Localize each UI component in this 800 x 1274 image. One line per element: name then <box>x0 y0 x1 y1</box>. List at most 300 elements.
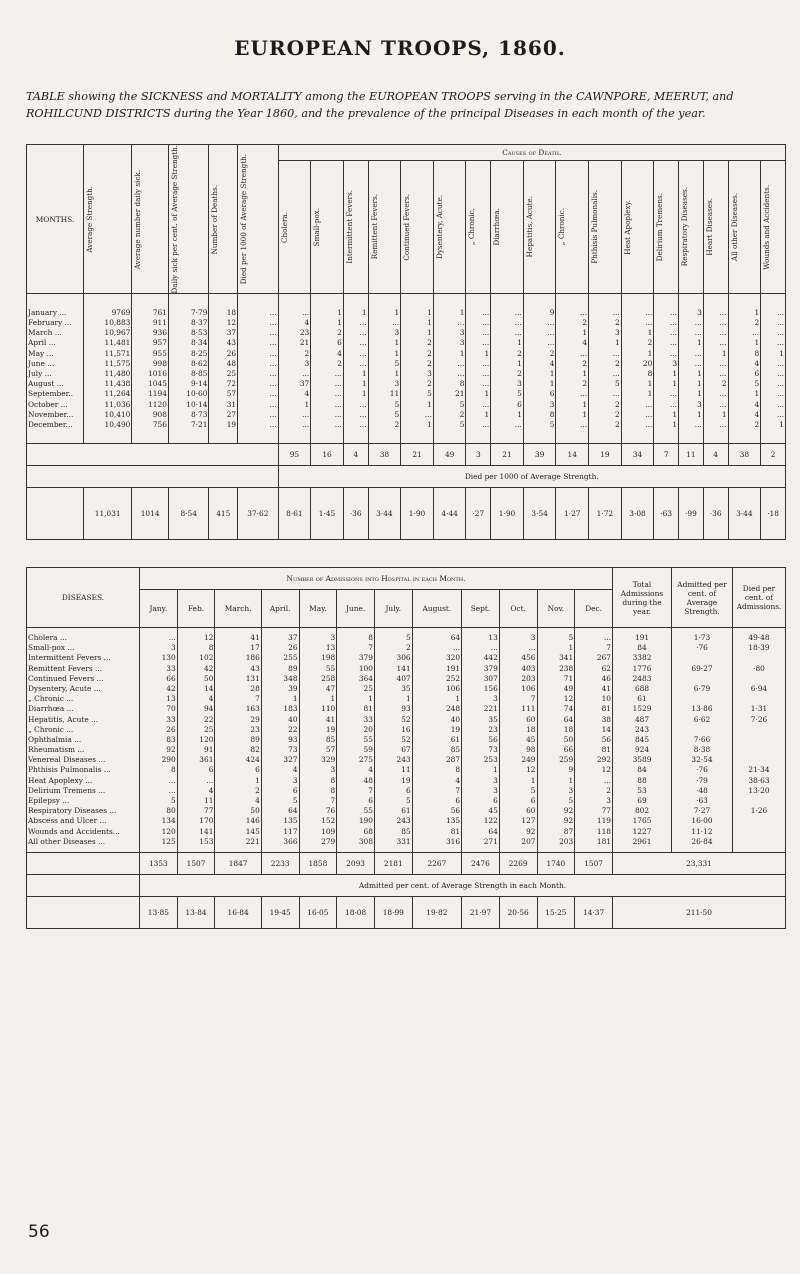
cause-header <box>621 160 654 294</box>
month-admitted-pct: 211·50 <box>613 897 786 929</box>
admitted-pct <box>673 653 731 663</box>
admission-count: 3 <box>330 633 336 643</box>
admission-count: 29 <box>250 714 260 724</box>
data-cell: ... <box>334 409 342 419</box>
died-pct <box>734 674 784 684</box>
admission-count: 119 <box>596 816 611 826</box>
data-cell: 4 <box>754 409 760 419</box>
month-total: 1847 <box>215 853 261 875</box>
total-admissions: 243 <box>634 724 650 734</box>
admission-count: 152 <box>321 816 336 826</box>
data-cell: 911 <box>152 318 167 328</box>
data-cell: 1 <box>647 328 653 338</box>
admission-count: 61 <box>450 734 461 744</box>
admission-count: 25 <box>204 724 214 734</box>
month-label: December... <box>28 419 73 429</box>
month-label: September.. <box>28 389 74 399</box>
admission-count: 320 <box>445 653 461 663</box>
admission-count: 4 <box>455 775 461 785</box>
data-cell: ... <box>482 399 490 409</box>
data-cell: 2 <box>304 348 310 358</box>
data-cell: 37 <box>226 328 237 338</box>
hdr-died-per-1000: Died per 1000 of Average Strength. <box>238 145 279 294</box>
admission-count: 18 <box>563 724 574 734</box>
data-cell: 1 <box>427 419 432 429</box>
admission-count: 1 <box>368 694 373 704</box>
cause-total: 21 <box>401 444 434 466</box>
month-label: May ... <box>28 348 54 358</box>
total-admissions: 1776 <box>632 663 652 673</box>
admission-count: 47 <box>325 683 336 693</box>
month-header: June. <box>337 590 375 628</box>
total-admissions: 3589 <box>632 755 652 765</box>
data-cell: ... <box>612 368 620 378</box>
data-column <box>679 294 704 444</box>
admitted-pct: ·76 <box>696 643 708 653</box>
data-cell: 11 <box>389 389 400 399</box>
admission-count: 111 <box>521 704 536 714</box>
total-admissions: 2483 <box>632 673 652 683</box>
admission-count: 5 <box>530 785 536 795</box>
data-cell: 1 <box>337 307 342 317</box>
admission-count: 424 <box>245 755 260 765</box>
admission-count: 12 <box>526 765 536 775</box>
admission-count: 135 <box>445 816 461 826</box>
admission-count: 49 <box>563 683 574 693</box>
data-cell: 10,490 <box>104 419 131 429</box>
admission-count: ... <box>168 775 176 785</box>
month-total: 2269 <box>499 853 537 875</box>
data-cell: 3 <box>459 328 465 338</box>
data-cell: 1 <box>394 348 400 358</box>
admission-count: 19 <box>325 724 336 734</box>
admission-count: 3 <box>606 796 611 806</box>
total-admissions: 3382 <box>632 653 652 663</box>
data-cell: 1 <box>549 368 555 378</box>
data-cell: 1 <box>361 368 367 378</box>
admission-count: 7 <box>368 785 373 795</box>
admission-count: 290 <box>161 755 176 765</box>
admission-count: 190 <box>358 816 373 826</box>
month-admitted-pct: 20·56 <box>499 897 537 929</box>
data-cell: ... <box>694 318 702 328</box>
disease-label: Respiratory Diseases ... <box>28 806 117 816</box>
data-cell: 23 <box>299 328 310 338</box>
admitted-label-blank <box>27 875 140 897</box>
admission-count: 39 <box>288 683 298 693</box>
cause-header <box>278 160 311 294</box>
admission-count: 66 <box>563 745 574 755</box>
cause-header <box>654 160 679 294</box>
data-cell: ... <box>359 399 367 409</box>
admission-count: 35 <box>488 714 498 724</box>
data-cell: 1 <box>647 348 653 358</box>
data-cell: 11,571 <box>104 348 131 358</box>
admission-count: 3 <box>530 633 536 643</box>
data-cell: 5 <box>459 419 465 429</box>
total-admissions: 53 <box>637 785 647 795</box>
month-header: Jany. <box>140 590 178 628</box>
admission-count: 6 <box>493 796 498 806</box>
data-cell: ... <box>719 318 727 328</box>
data-cell: 2 <box>427 338 432 348</box>
data-cell: ... <box>694 419 702 429</box>
admission-count: 71 <box>563 673 574 683</box>
admission-count: ... <box>453 643 461 653</box>
month-label: August ... <box>28 379 64 389</box>
admission-count: 19 <box>401 775 411 785</box>
data-cell: 8·34 <box>190 338 208 348</box>
data-column <box>703 294 728 444</box>
cause-total: 19 <box>589 444 622 466</box>
data-cell: 1 <box>484 389 490 399</box>
data-cell: ... <box>482 368 490 378</box>
month-total: 2093 <box>337 853 375 875</box>
data-cell: 1 <box>697 338 702 348</box>
cause-total: 3 <box>466 444 491 466</box>
month-admitted-pct: 16·84 <box>215 897 261 929</box>
data-cell: ... <box>547 338 555 348</box>
admission-count: 1 <box>568 775 574 785</box>
cause-total: 95 <box>278 444 311 466</box>
total-admissions: 88 <box>637 775 647 785</box>
admission-count: 6 <box>292 785 298 795</box>
data-cell: ... <box>669 348 678 358</box>
per-1000-value: 3·08 <box>621 488 654 540</box>
month-total: 2181 <box>374 853 412 875</box>
data-cell: 2 <box>614 409 620 419</box>
admission-count: 93 <box>401 704 411 714</box>
data-cell: 3 <box>394 328 400 338</box>
data-cell: 1 <box>484 348 490 358</box>
data-cell: 8·53 <box>190 328 208 338</box>
data-cell: ... <box>580 389 588 399</box>
data-cell: 6 <box>754 368 760 378</box>
admission-count: 42 <box>204 663 214 673</box>
admitted-pct <box>673 674 731 684</box>
month-column <box>462 628 500 853</box>
data-cell: ... <box>612 307 620 317</box>
cause-header <box>401 160 434 294</box>
admission-count: 1 <box>530 775 536 785</box>
data-cell: 1 <box>647 379 653 389</box>
admission-count: 1 <box>292 694 298 704</box>
admission-count: 73 <box>488 745 498 755</box>
data-cell: 5 <box>394 358 400 368</box>
total-admissions: 191 <box>634 633 650 643</box>
died-pct: 49·48 <box>748 633 770 643</box>
admission-count: 153 <box>199 836 214 846</box>
data-cell: ... <box>269 358 277 368</box>
admission-count: 127 <box>521 816 536 826</box>
total-admissions: 845 <box>634 734 650 744</box>
data-cell: 1 <box>394 338 400 348</box>
data-cell: 3 <box>549 399 555 409</box>
data-cell: 761 <box>152 307 167 317</box>
data-cell: ... <box>669 307 678 317</box>
data-cell: 72 <box>226 379 237 389</box>
admitted-pct: ·79 <box>696 775 708 785</box>
admission-count: 26 <box>166 724 176 734</box>
admission-count: ... <box>603 633 611 643</box>
admission-count: 156 <box>483 683 498 693</box>
admission-count: 5 <box>171 796 176 806</box>
data-cell: 1 <box>779 348 784 358</box>
cause-total: 21 <box>491 444 524 466</box>
admission-count: 8 <box>368 633 373 643</box>
admission-count: 7 <box>455 785 461 795</box>
admission-count: 1 <box>455 694 461 704</box>
cause-header <box>368 160 401 294</box>
disease-label: Intermittent Fevers ... <box>28 653 111 663</box>
died-pct: 18·39 <box>748 643 770 653</box>
admission-count: 76 <box>325 806 336 816</box>
summary-blank <box>27 488 84 540</box>
data-cell: 1 <box>754 338 760 348</box>
admitted-pct: 32·54 <box>691 755 713 765</box>
disease-label: Abscess and Ulcer ... <box>28 816 107 826</box>
data-cell: 4 <box>337 348 342 358</box>
admission-count: 306 <box>396 653 411 663</box>
admission-count: 379 <box>358 653 373 663</box>
cause-total: 16 <box>311 444 344 466</box>
month-label: March ... <box>28 328 62 338</box>
data-cell: ... <box>302 368 310 378</box>
data-cell: 1 <box>517 409 522 419</box>
data-cell: 37 <box>299 379 310 389</box>
data-cell: 4 <box>754 399 760 409</box>
died-pct <box>734 827 784 837</box>
data-cell: 4 <box>304 389 310 399</box>
month-header: August. <box>412 590 461 628</box>
disease-label: Delirium Tremens ... <box>28 785 106 795</box>
died-pct <box>734 745 784 755</box>
total-admissions-header: Total Admissions during the year. <box>613 568 672 628</box>
admission-count: 203 <box>521 673 536 683</box>
diseases-header: DISEASES. <box>27 568 140 628</box>
month-total: 1507 <box>575 853 613 875</box>
month-header: Feb. <box>177 590 215 628</box>
admission-count: 33 <box>166 714 176 724</box>
data-cell: ... <box>719 338 727 348</box>
admission-count: 81 <box>363 704 373 714</box>
admission-count: 45 <box>488 806 498 816</box>
data-cell: ... <box>514 328 522 338</box>
disease-label: „ Chronic ... <box>28 724 74 734</box>
cause-header <box>311 160 344 294</box>
admission-count: 1 <box>568 643 574 653</box>
month-total: 1858 <box>299 853 337 875</box>
per-1000-value: 3·44 <box>728 488 761 540</box>
admitted-monthly-label: Admitted per cent. of Average Strength in each Month. <box>140 875 786 897</box>
month-column <box>575 628 613 853</box>
admission-count: 100 <box>358 663 373 673</box>
data-cell: 1 <box>697 379 702 389</box>
admission-count: 41 <box>601 683 611 693</box>
month-total: 2233 <box>261 853 299 875</box>
disease-label: Small-pox ... <box>28 643 75 653</box>
data-cell: 11,481 <box>104 338 131 348</box>
data-cell: ... <box>645 307 653 317</box>
cause-header <box>466 160 491 294</box>
disease-label: „ Chronic ... <box>28 694 74 704</box>
cause-header-label: Cholera. <box>279 211 289 243</box>
died-pct: 6·94 <box>750 683 768 693</box>
cause-header-label: Dysentery, Acute. <box>434 195 444 259</box>
admission-count: 1 <box>330 694 336 704</box>
data-cell: 8·73 <box>190 409 208 419</box>
admission-count: 135 <box>283 816 298 826</box>
data-cell: 1 <box>697 409 702 419</box>
data-cell: 4 <box>582 338 588 348</box>
admission-count: 163 <box>245 704 260 714</box>
cause-header <box>491 160 524 294</box>
data-cell: 2 <box>721 379 727 389</box>
data-cell: 1045 <box>148 379 167 389</box>
admitted-pct: 6·62 <box>693 714 711 724</box>
cause-header-label: Continued Fevers. <box>402 193 412 261</box>
admission-count: 170 <box>199 816 214 826</box>
admission-count: 11 <box>401 765 411 775</box>
data-cell: 6 <box>337 338 342 348</box>
data-cell: 48 <box>226 358 237 368</box>
admission-count: 292 <box>596 755 611 765</box>
admission-count: 13 <box>166 694 176 704</box>
data-cell: 1 <box>549 379 555 389</box>
data-cell: ... <box>645 409 653 419</box>
data-cell: 3 <box>697 307 702 317</box>
disease-label: Cholera ... <box>28 633 67 643</box>
admission-count: ... <box>603 775 611 785</box>
admission-count: 6 <box>530 796 536 806</box>
admission-count: 33 <box>166 663 176 673</box>
died-pct <box>734 755 784 765</box>
died-pct: 7·26 <box>750 714 768 724</box>
admission-count: 8 <box>208 643 214 653</box>
data-cell: 3 <box>304 358 310 368</box>
data-cell: ... <box>334 379 342 389</box>
admission-count: 82 <box>250 745 260 755</box>
disease-label: Epilepsy ... <box>28 796 70 806</box>
data-cell: 1 <box>647 389 653 399</box>
admission-count: 35 <box>401 683 411 693</box>
data-column <box>368 294 401 444</box>
admission-count: 102 <box>199 653 214 663</box>
data-cell: 5 <box>549 419 555 429</box>
admission-count: 37 <box>288 633 298 643</box>
died-pct <box>734 837 784 847</box>
cause-total: 34 <box>621 444 654 466</box>
month-admitted-pct: 13·84 <box>177 897 215 929</box>
data-cell: 1 <box>697 389 702 399</box>
admitted-pct: ·63 <box>696 796 708 806</box>
data-column <box>168 294 209 444</box>
data-cell: 2 <box>614 419 620 429</box>
admission-count: 94 <box>204 704 214 714</box>
disease-label: Continued Fevers ... <box>28 673 104 683</box>
month-column <box>337 628 375 853</box>
admission-count: 20 <box>363 724 373 734</box>
admission-count: 91 <box>204 745 214 755</box>
totals-spacer <box>27 444 279 466</box>
admitted-pct: 7·27 <box>693 806 711 816</box>
cause-header <box>523 160 556 294</box>
data-cell: ... <box>482 419 490 429</box>
data-cell: 10,410 <box>104 409 131 419</box>
data-cell: 1 <box>672 419 678 429</box>
data-cell: ... <box>612 348 620 358</box>
admission-count: 13 <box>488 633 498 643</box>
data-cell: 2 <box>337 358 342 368</box>
month-column <box>499 628 537 853</box>
data-cell: ... <box>482 307 490 317</box>
admission-count: 259 <box>559 755 574 765</box>
admission-count: 221 <box>483 704 498 714</box>
admission-count: 117 <box>283 826 298 836</box>
admission-count: 5 <box>292 796 298 806</box>
admission-count: 186 <box>245 653 260 663</box>
data-cell: ... <box>776 399 784 409</box>
data-cell: ... <box>334 399 342 409</box>
admission-count: 3 <box>493 785 498 795</box>
admitted-pct <box>673 725 731 735</box>
admission-count: 18 <box>526 724 536 734</box>
admission-count: 92 <box>526 826 536 836</box>
data-column <box>621 294 654 444</box>
total-admissions: 1227 <box>632 826 652 836</box>
admission-count: 64 <box>488 826 498 836</box>
data-cell: ... <box>669 399 678 409</box>
admission-count: 4 <box>292 765 298 775</box>
data-cell: 3 <box>459 338 465 348</box>
data-cell: ... <box>359 338 367 348</box>
admission-count: 267 <box>596 653 611 663</box>
month-header: Sept. <box>462 590 500 628</box>
admission-count: 12 <box>563 694 574 704</box>
admission-count: 248 <box>445 704 461 714</box>
data-column <box>84 294 132 444</box>
admission-count: 6 <box>405 785 411 795</box>
data-cell: ... <box>669 389 678 399</box>
cause-header-label: Intermittent Fevers. <box>344 190 354 264</box>
total-admissions: 84 <box>637 765 647 775</box>
admission-count: 8 <box>330 785 336 795</box>
admission-count: 11 <box>204 796 214 806</box>
admission-count: 181 <box>596 836 611 846</box>
cause-total: 7 <box>654 444 679 466</box>
month-total: 2267 <box>412 853 461 875</box>
data-cell: ... <box>752 328 760 338</box>
admission-count: 120 <box>199 734 214 744</box>
month-admitted-pct: 19·82 <box>412 897 461 929</box>
data-column <box>491 294 524 444</box>
data-cell: 9 <box>549 307 555 317</box>
data-cell: ... <box>719 399 727 409</box>
data-cell: 11,575 <box>104 358 131 368</box>
data-cell: 1 <box>672 368 678 378</box>
data-cell: 5 <box>394 399 400 409</box>
data-cell: ... <box>269 348 277 358</box>
admitted-pct: ·76 <box>696 765 708 775</box>
data-cell: ... <box>359 419 367 429</box>
admission-count: 23 <box>488 724 498 734</box>
data-cell: ... <box>776 368 784 378</box>
data-cell: 1 <box>697 368 702 378</box>
admission-count: 42 <box>166 683 176 693</box>
month-header: March. <box>215 590 261 628</box>
data-column <box>556 294 589 444</box>
admitted-pct: 7·66 <box>693 734 711 744</box>
